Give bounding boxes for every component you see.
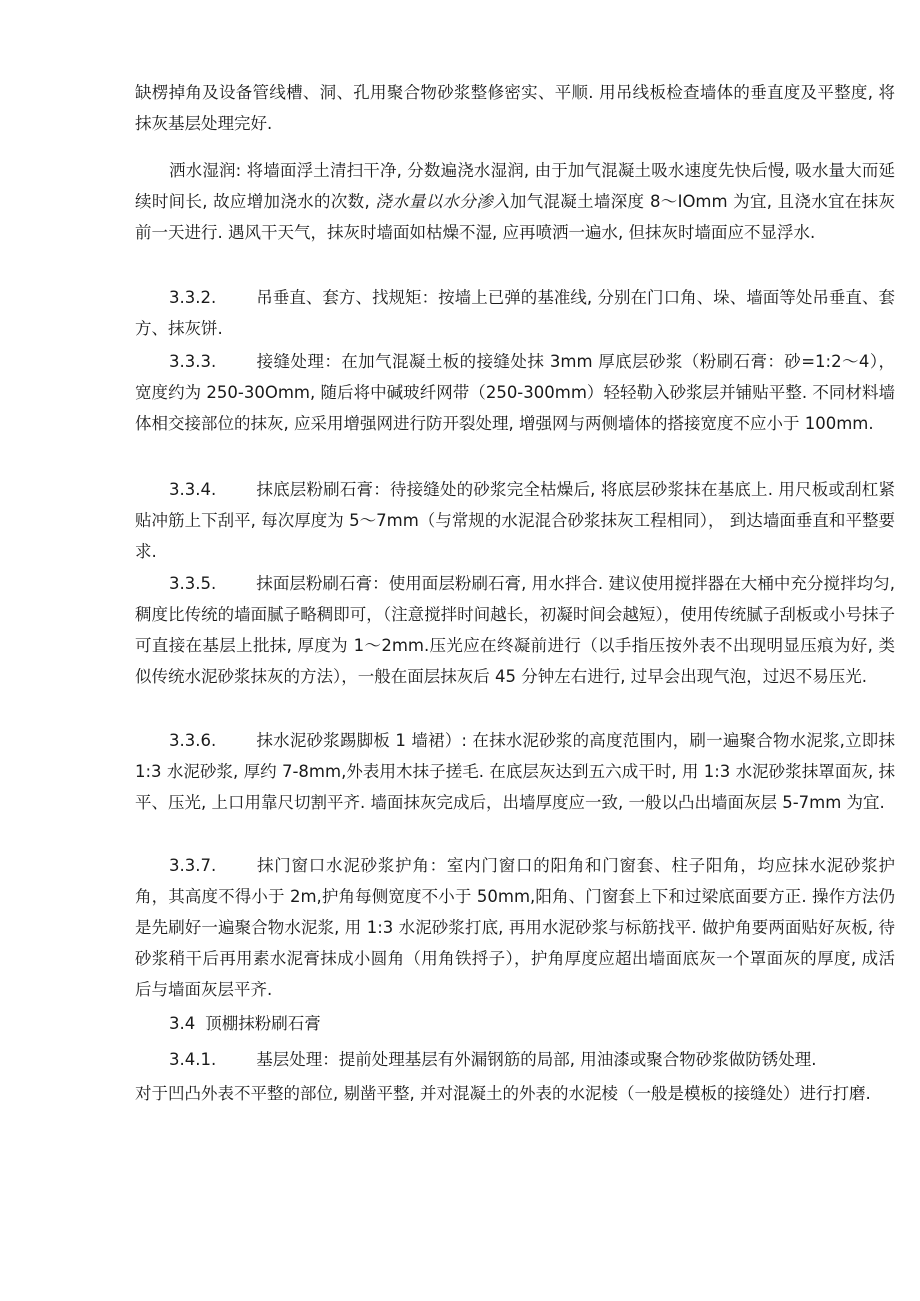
section-3-3-6 xyxy=(135,725,895,818)
section-3-3-7 xyxy=(135,850,895,1005)
section-number: 3.3.2. xyxy=(169,288,217,307)
section-number: 3.4 xyxy=(169,1014,196,1033)
paragraph-text: 加气混凝土墙深度 8～IOmm 为宜, 且浇水宜在抹灰前一天进行. 遇风干天气，抹灰时墙面如枯燥不湿, 应再喷洒一遍水, 但抹灰时墙面应不显浮水. xyxy=(135,192,896,242)
section-3-3-3 xyxy=(135,346,895,439)
emphasized-text: 浇水量以水分渗入 xyxy=(375,192,510,211)
section-text: 抹底层粉刷石膏：待接缝处的砂浆完全枯燥后, 将底层砂浆抹在基底上. 用尺板或刮杠紧贴冲筋上下刮平, 每次厚度为 5～7mm（与常规的水泥混合砂浆抹灰工程相同）， 到达墙面垂直和平整要求. xyxy=(135,480,895,561)
section-heading-3-4 xyxy=(135,1008,895,1039)
section-3-3-4 xyxy=(135,474,895,567)
section-text: 抹面层粉刷石膏：使用面层粉刷石膏, 用水拌合. 建议使用搅拌器在大桶中充分搅拌均匀, 稠度比传统的墙面腻子略稠即可，（注意搅拌时间越长，初凝时间会越短），使用传统腻子刮板或小号抹子可直接在基层上批抹, 厚度为 1～2mm.压光应在终凝前进行（以手指压按外表不出现明显压痕为好, 类似传统水泥砂浆抹灰的方法），一般在面层抹灰后 45 分钟左右进行, 过早会出现气泡，过迟不易压光. xyxy=(135,574,895,686)
section-text: 吊垂直、套方、找规矩：按墙上已弹的基准线, 分别在门口角、垛、墙面等处吊垂直、套方、抹灰饼. xyxy=(135,288,895,338)
section-heading-text: 顶棚抹粉刷石膏 xyxy=(205,1014,321,1033)
section-number: 3.3.7. xyxy=(169,856,217,875)
section-3-3-5 xyxy=(135,568,895,692)
paragraph-closing: 对于凹凸外表不平整的部位, 剔凿平整, 并对混凝土的外表的水泥棱（一般是模板的接缝处）进行打磨. xyxy=(135,1084,871,1103)
section-3-4-1 xyxy=(135,1044,895,1075)
section-text: 基层处理：提前处理基层有外漏钢筋的局部, 用油漆或聚合物砂浆做防锈处理. xyxy=(256,1050,817,1069)
section-text: 抹水泥砂浆踢脚板 1 墙裙）: 在抹水泥砂浆的高度范围内，刷一遍聚合物水泥浆,立即抹 1:3 水泥砂浆, 厚约 7-8mm,外表用木抹子搓毛. 在底层灰达到五六成干时, 用 1:3 水泥砂浆抹罩面灰, 抹平、压光, 上口用靠尺切割平齐. 墙面抹灰完成后，出墙厚度应一致, 一般以凸出墙面灰层 5-7mm 为宜. xyxy=(135,731,895,812)
paragraph-intro: 缺楞掉角及设备管线槽、洞、孔用聚合物砂浆整修密实、平顺. 用吊线板检查墙体的垂直度及平整度, 将抹灰基层处理完好. xyxy=(135,83,895,133)
section-text: 抹门窗口水泥砂浆护角：室内门窗口的阳角和门窗套、柱子阳角，均应抹水泥砂浆护角，其高度不得小于 2m,护角每侧宽度不小于 50mm,阳角、门窗套上下和过梁底面要方正. 操作方法仍是先刷好一遍聚合物水泥浆, 用 1:3 水泥砂浆打底, 再用水泥砂浆与标筋找平. 做护角要两面贴好灰板, 待砂浆稍干后再用素水泥膏抹成小圆角（用角铁捋子），护角厚度应超出墙面底灰一个罩面灰的厚度, 成活后与墙面灰层平齐. xyxy=(135,856,895,999)
section-number: 3.3.5. xyxy=(169,574,217,593)
section-number: 3.3.6. xyxy=(169,731,217,750)
section-number: 3.4.1. xyxy=(169,1050,217,1069)
section-number: 3.3.3. xyxy=(169,352,217,371)
paragraph-label: 洒水湿润: xyxy=(169,161,242,180)
paragraph-watering xyxy=(135,155,895,248)
section-number: 3.3.4. xyxy=(169,480,217,499)
paragraph-text: 将墙面浮土清扫干净, 分数遍浇水湿润, 由于加气混凝土吸水速度先快后慢, 吸水量大而延续时间长, 故应增加浇水的次数, xyxy=(135,161,895,211)
section-text: 接缝处理：在加气混凝土板的接缝处抹 3mm 厚底层砂浆（粉刷石膏：砂=1:2～4），宽度约为 250-30Omm, 随后将中碱玻纤网带（250-300mm）轻轻勒入砂浆层并铺贴平整. 不同材料墙体相交接部位的抹灰, 应采用增强网进行防开裂处理, 增强网与两侧墙体的搭接宽度不应小于 100mm. xyxy=(135,352,895,433)
section-3-3-2 xyxy=(135,282,895,344)
